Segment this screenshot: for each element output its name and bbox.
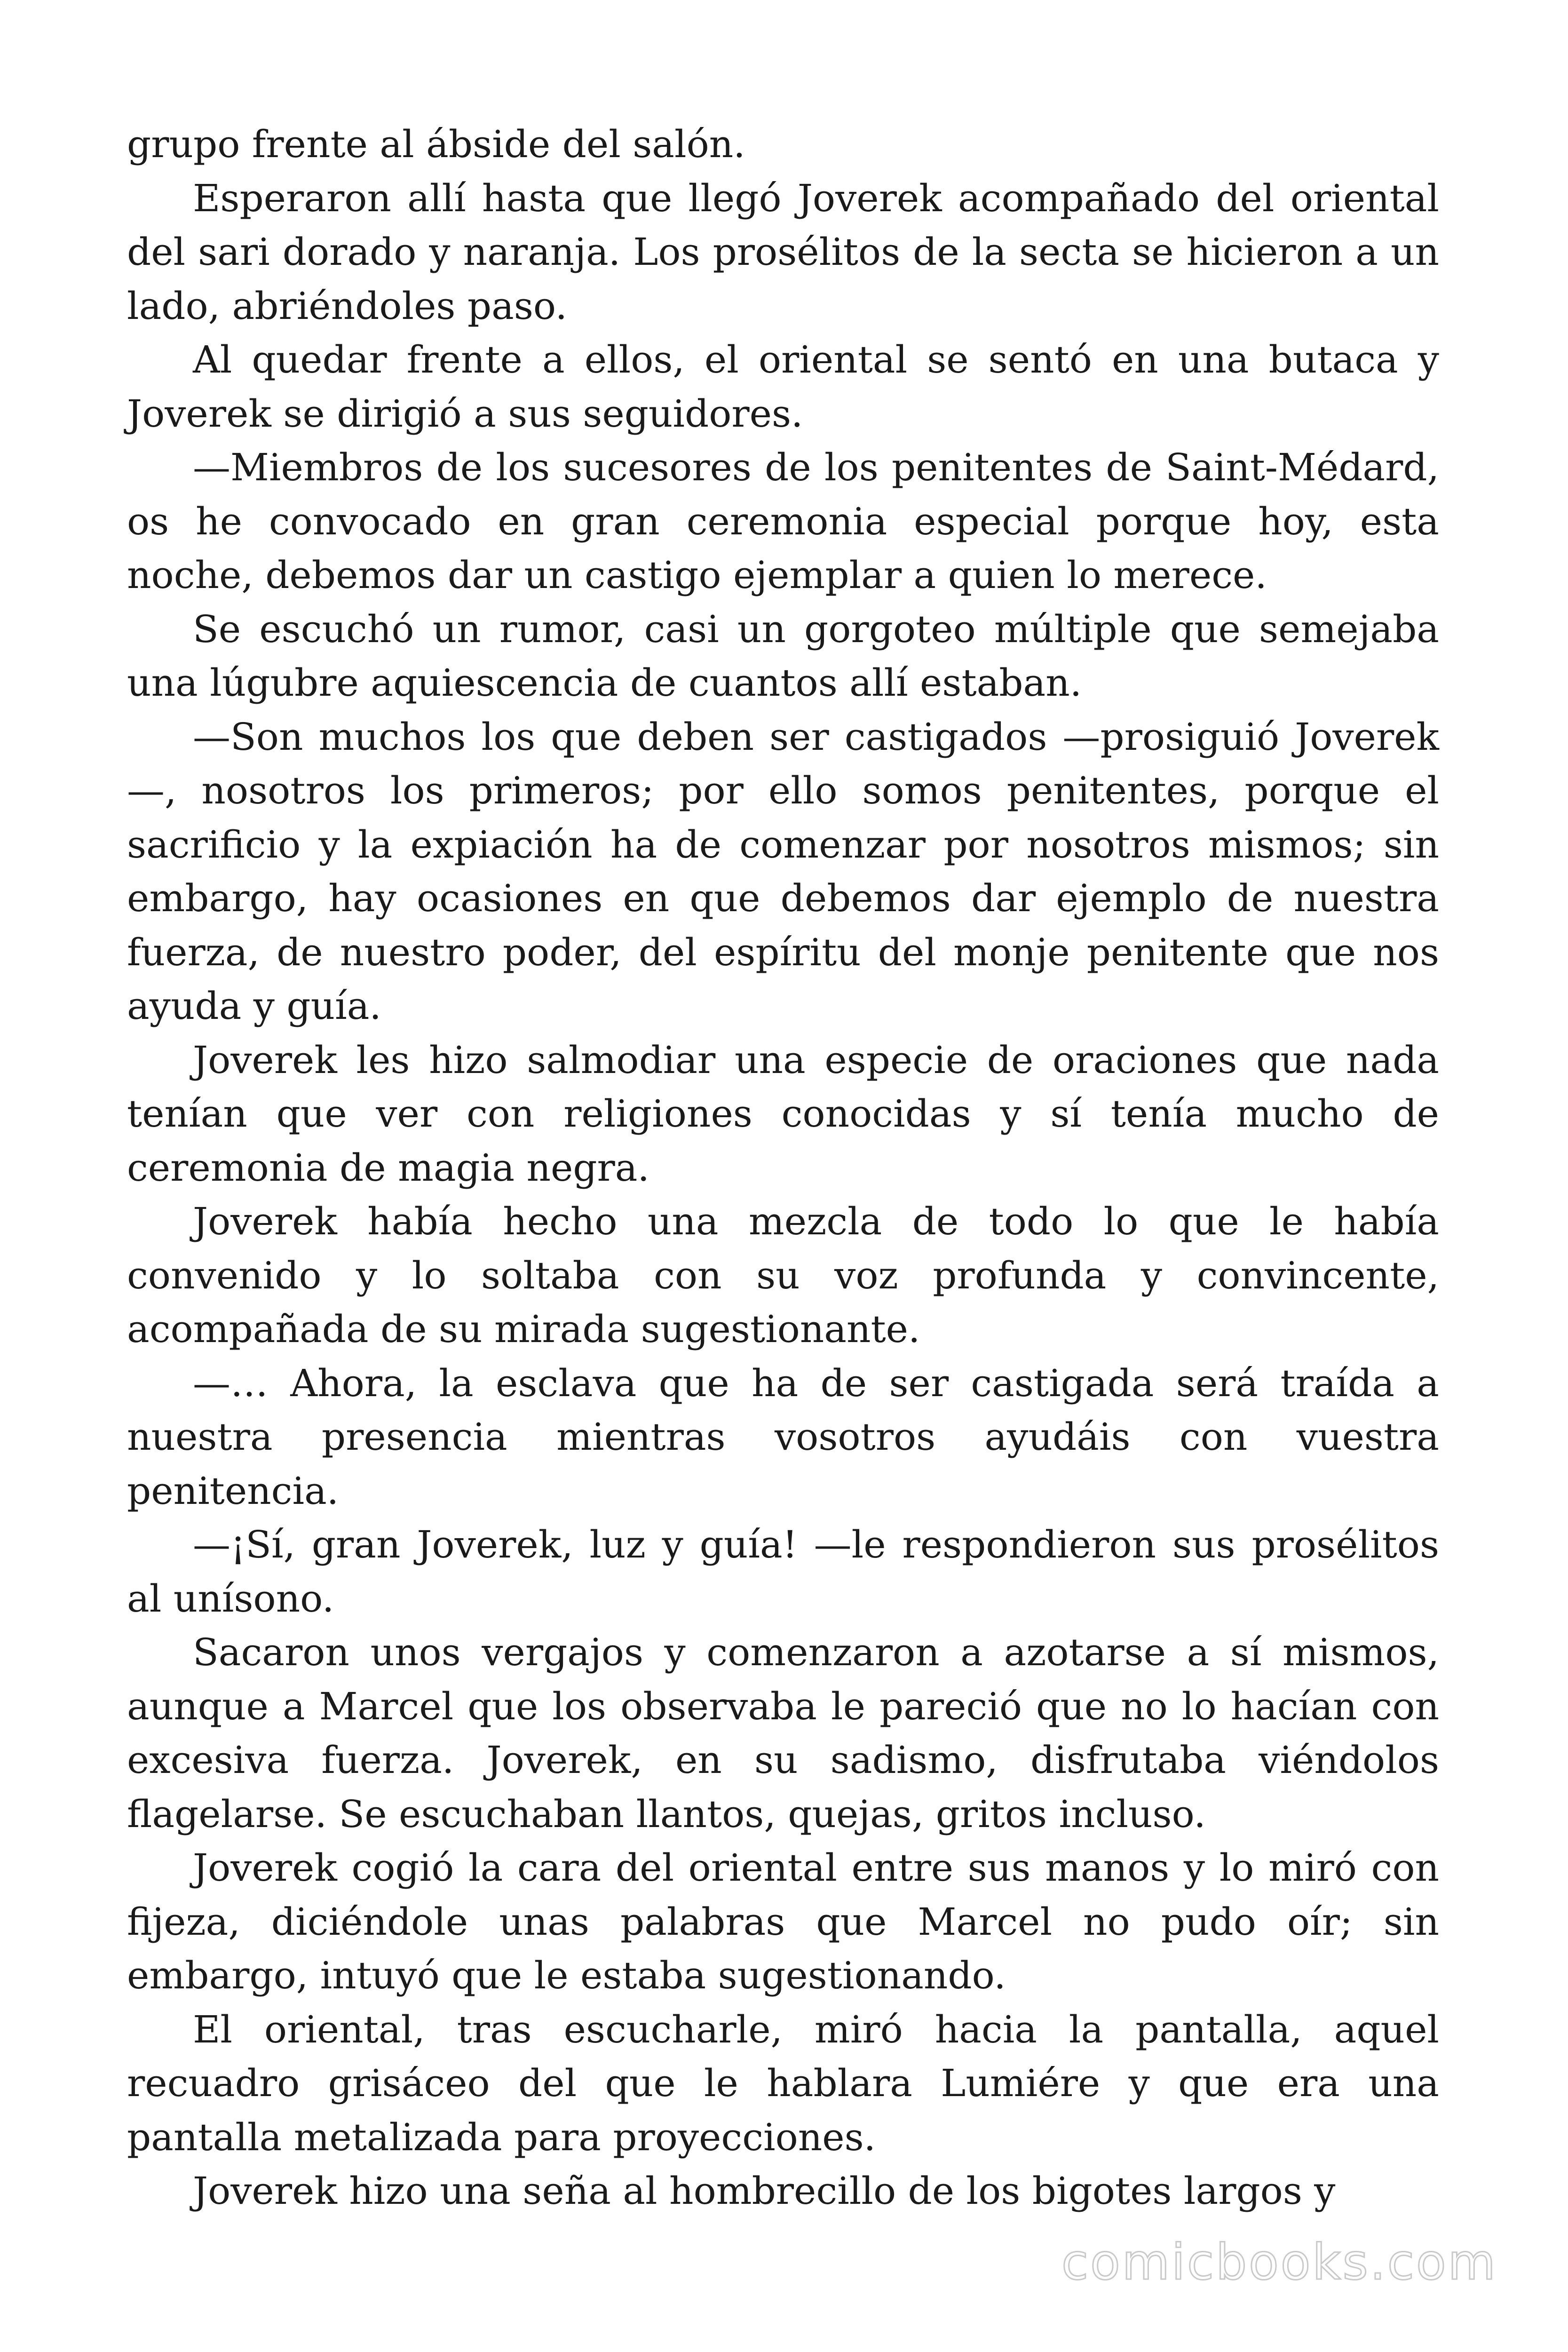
- paragraph: Joverek cogió la cara del oriental entre sus manos y lo miró con fijeza, diciéndole unas palabras que Marcel no pudo oír; sin embargo, intuyó que le estaba sugestionando.: [127, 1846, 1439, 1997]
- paragraph: —… Ahora, la esclava que ha de ser castigada será traída a nuestra presencia mientras vosotros ayudáis con vuestra penitencia.: [127, 1361, 1439, 1513]
- paragraph: —Son muchos los que deben ser castigados —prosiguió Joverek —, nosotros los primeros; por ello somos penitentes, porque el sacrificio y la expiación ha de comenzar por nosotros mismos; sin embargo, hay ocasiones en que debemos dar ejemplo de nuestra fuerza, de nuestro poder, del espíritu del monje penitente que nos ayuda y guía.: [127, 715, 1439, 1028]
- paragraph: —Miembros de los sucesores de los penitentes de Saint-Médard, os he convocado en gran ceremonia especial porque hoy, esta noche, debemos dar un castigo ejemplar a quien lo merece.: [127, 445, 1439, 597]
- paragraph: Esperaron allí hasta que llegó Joverek acompañado del oriental del sari dorado y naranja. Los prosélitos de la secta se hicieron a un lado, abriéndoles paso.: [127, 176, 1439, 328]
- watermark: comicbooks.com: [1061, 2233, 1497, 2291]
- paragraph: El oriental, tras escucharle, miró hacia la pantalla, aquel recuadro grisáceo del que le hablara Lumiére y que era una pantalla metalizada para proyecciones.: [127, 2007, 1439, 2159]
- paragraph: grupo frente al ábside del salón.: [127, 122, 745, 166]
- page-body: [127, 118, 1439, 2218]
- paragraph: Joverek había hecho una mezcla de todo lo que le había convenido y lo soltaba con su voz profunda y convincente, acompañada de su mirada sugestionante.: [127, 1200, 1439, 1351]
- paragraph: Sacaron unos vergajos y comenzaron a azotarse a sí mismos, aunque a Marcel que los observaba le pareció que no lo hacían con excesiva fuerza. Joverek, en su sadismo, disfrutaba viéndolos flagelarse. Se escuchaban llantos, quejas, gritos incluso.: [127, 1630, 1439, 1836]
- paragraph: Joverek les hizo salmodiar una especie de oraciones que nada tenían que ver con religiones conocidas y sí tenía mucho de ceremonia de magia negra.: [127, 1038, 1439, 1190]
- paragraph: Joverek hizo una seña al hombrecillo de los bigotes largos y: [193, 2169, 1336, 2213]
- paragraph: Al quedar frente a ellos, el oriental se sentó en una butaca y Joverek se dirigió a sus seguidores.: [127, 338, 1439, 436]
- paragraph: —¡Sí, gran Joverek, luz y guía! —le respondieron sus prosélitos al unísono.: [127, 1523, 1439, 1621]
- paragraph: Se escuchó un rumor, casi un gorgoteo múltiple que semejaba una lúgubre aquiescencia de cuantos allí estaban.: [127, 607, 1439, 705]
